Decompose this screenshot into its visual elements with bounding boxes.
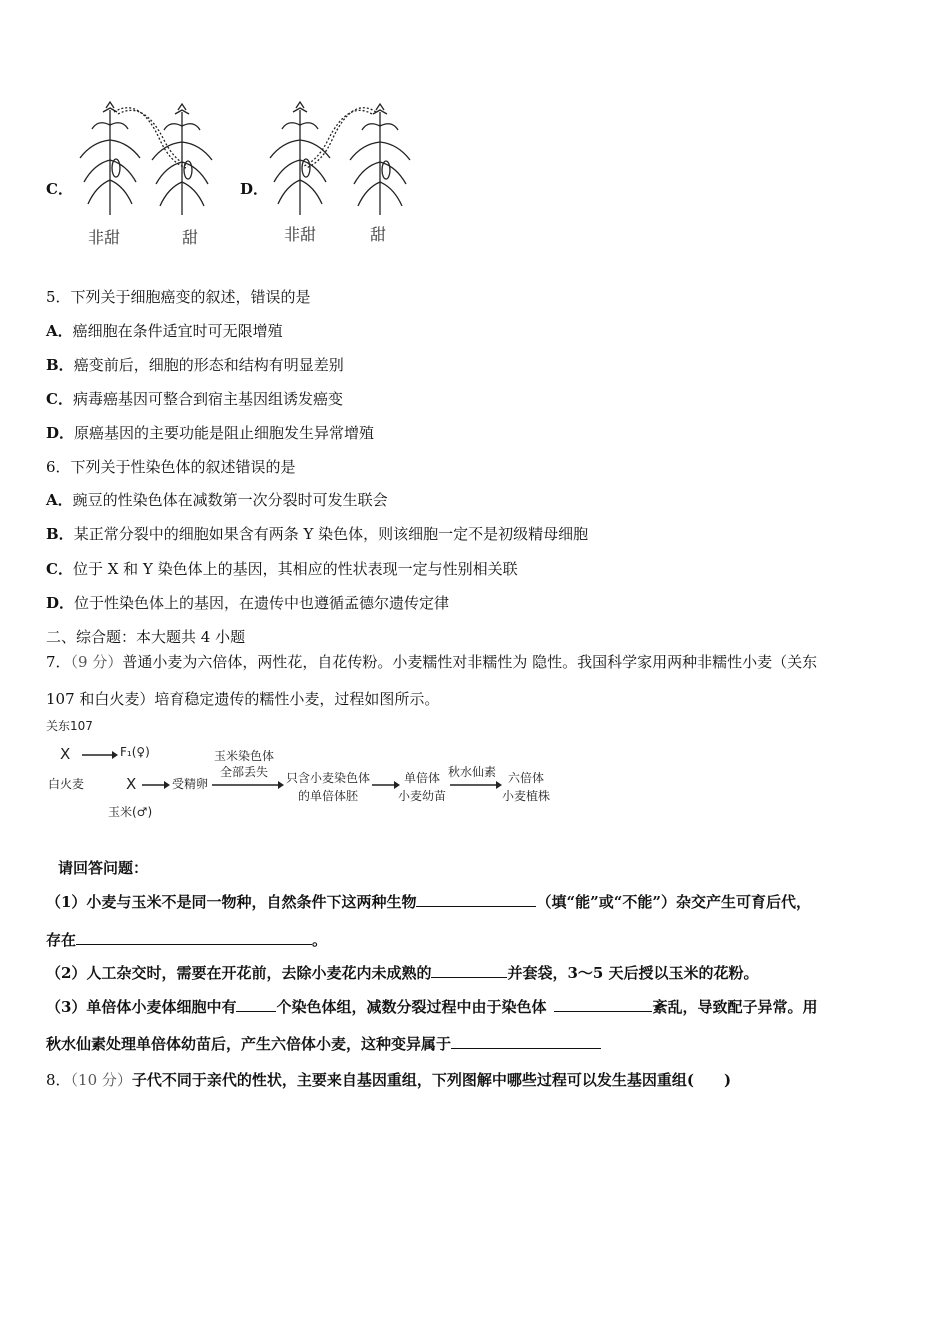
answer-blank[interactable] (451, 1034, 601, 1049)
figure-c-caption-left: 非甜 (88, 228, 121, 247)
option-text: 原癌基因的主要功能是阻止细胞发生异常增殖 (74, 424, 375, 442)
q7-part3-text-b: 个染色体组，减数分裂过程中由于染色体 (276, 998, 547, 1016)
arrow-icon (372, 779, 400, 791)
q7-part3-line1 (46, 996, 817, 1017)
q7-part3-text-d: 秋水仙素处理单倍体幼苗后，产生六倍体小麦，这种变异属于 (46, 1035, 452, 1053)
q7-stem-text: 普通小麦为六倍体，两性花，自花传粉。小麦糯性对非糯性为 隐性。我国科学家用两种非糯性小麦（关东 (122, 653, 818, 671)
diagram-f1: F₁(♀) (120, 745, 150, 759)
arrow-icon (450, 779, 502, 791)
option-letter: C． (46, 390, 73, 408)
option-text: 癌细胞在条件适宜时可无限增殖 (72, 322, 283, 340)
diagram-embryo-line1: 只含小麦染色体 (286, 771, 371, 785)
q5-option-c[interactable] (46, 388, 343, 409)
q6-stem: 6．下列关于性染色体的叙述错误的是 (46, 458, 296, 476)
option-c-label: C． (46, 180, 73, 198)
q7-part3-text-c: 紊乱，导致配子异常。用 (652, 998, 818, 1016)
q5-option-a[interactable] (46, 320, 283, 341)
diagram-corn: 玉米(♂) (108, 805, 153, 819)
diagram-hexaploid-line1: 六倍体 (508, 771, 545, 785)
q7-stem-line2: 107 和白火麦）培育稳定遗传的糯性小麦，过程如图所示。 (46, 690, 440, 708)
q7-part1-text-d: 。 (312, 931, 328, 949)
diagram-cross1: X (60, 745, 71, 763)
option-letter: C． (46, 560, 73, 578)
diagram-parent1: 关东107 (46, 719, 93, 733)
answer-blank[interactable] (416, 892, 536, 907)
answer-blank[interactable] (554, 997, 652, 1012)
figure-d-caption-left: 非甜 (284, 225, 317, 244)
answer-blank[interactable] (76, 930, 312, 945)
q7-part1-text-c: 存在 (46, 931, 77, 949)
diagram-parent2: 白火麦 (48, 777, 85, 791)
option-text: 位于 X 和 Y 染色体上的基因，其相应的性状表现一定与性别相关联 (72, 560, 518, 578)
q7-part3-text-a: （3）单倍体小麦体细胞中有 (46, 998, 237, 1016)
diagram-step1-bottom: 全部丢失 (220, 765, 269, 779)
q7-score: （9 分） (70, 653, 123, 671)
answer-blank[interactable] (236, 997, 276, 1012)
option-letter: A． (46, 491, 73, 509)
option-d-label: D． (240, 180, 269, 198)
figure-d-caption-right: 甜 (370, 225, 387, 244)
arrow-icon (142, 779, 170, 791)
section-heading: 二、综合题：本大题共 4 小题 (46, 628, 246, 646)
q6-option-d[interactable] (46, 592, 449, 613)
option-text: 某正常分裂中的细胞如果含有两条 Y 染色体，则该细胞一定不是初级精母细胞 (73, 525, 589, 543)
option-text: 位于性染色体上的基因，在遗传中也遵循孟德尔遗传定律 (74, 594, 450, 612)
q7-number: 7． (46, 653, 71, 671)
arrow-icon (82, 749, 118, 761)
diagram-seedling-line2: 小麦幼苗 (398, 789, 447, 803)
option-letter: A． (46, 322, 73, 340)
option-text: 癌变前后，细胞的形态和结构有明显差别 (73, 356, 344, 374)
figure-d-plants (262, 100, 422, 220)
figure-c-caption-right: 甜 (182, 228, 199, 247)
figure-c-plants (70, 100, 230, 220)
q7-part3-line2 (46, 1033, 601, 1054)
option-letter: D． (46, 424, 75, 442)
q5-option-b[interactable] (46, 354, 344, 375)
q8-stem-text: 子代不同于亲代的性状，主要来自基因重组，下列图解中哪些过程可以发生基因重组( ) (131, 1071, 732, 1089)
q5-option-d[interactable] (46, 422, 374, 443)
q6-option-b[interactable] (46, 523, 588, 544)
q7-breeding-diagram (46, 715, 566, 825)
q5-stem: 5．下列关于细胞癌变的叙述，错误的是 (46, 288, 311, 306)
diagram-colchicine: 秋水仙素 (448, 765, 497, 779)
diagram-embryo-line2: 的单倍体胚 (298, 789, 359, 803)
q7-part1-line2 (46, 929, 327, 950)
diagram-fertilized-egg: 受精卵 (172, 777, 209, 791)
q7-prompt: 请回答问题： (58, 859, 149, 877)
q8-score: （10 分） (70, 1071, 132, 1089)
q7-part2 (46, 962, 759, 983)
q6-option-c[interactable] (46, 558, 518, 579)
q6-option-a[interactable] (46, 489, 388, 510)
q8-number: 8． (46, 1071, 71, 1089)
option-text: 豌豆的性染色体在减数第一次分裂时可发生联会 (72, 491, 388, 509)
q7-part1-text-b: （填“能”或“不能”）杂交产生可育后代， (536, 893, 811, 911)
diagram-cross2: X (126, 775, 137, 793)
q8-stem (46, 1069, 731, 1090)
arrow-icon (212, 779, 284, 791)
diagram-seedling-line1: 单倍体 (404, 771, 441, 785)
q7-part2-text-a: （2）人工杂交时，需要在开花前，去除小麦花内未成熟的 (46, 964, 432, 982)
option-letter: B． (46, 356, 74, 374)
q7-part1-line1 (46, 891, 811, 912)
option-text: 病毒癌基因可整合到宿主基因组诱发癌变 (72, 390, 343, 408)
diagram-hexaploid-line2: 小麦植株 (502, 789, 551, 803)
q7-part2-text-b: 并套袋，3～5 天后授以玉米的花粉。 (507, 964, 759, 982)
q7-part1-text-a: （1）小麦与玉米不是同一物种，自然条件下这两种生物 (46, 893, 417, 911)
option-letter: B． (46, 525, 74, 543)
option-letter: D． (46, 594, 75, 612)
q7-stem-line1 (46, 651, 817, 672)
answer-blank[interactable] (431, 963, 507, 978)
diagram-step1-top: 玉米染色体 (214, 749, 275, 763)
